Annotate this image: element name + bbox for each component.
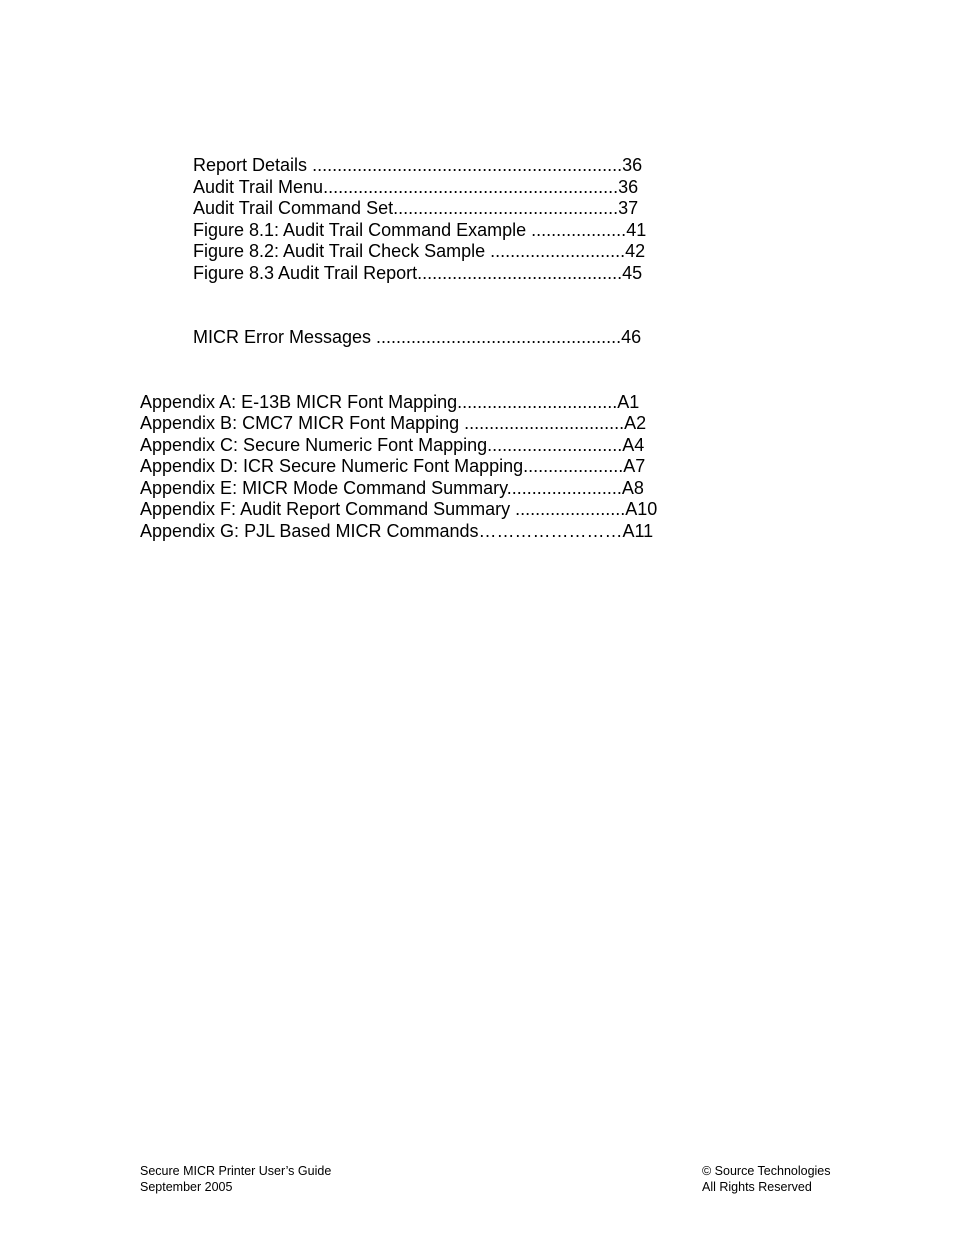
toc-entry-leader: ........................................................... [323,177,619,197]
toc-entry-title: MICR Error Messages [193,327,377,347]
footer-rights: All Rights Reserved [702,1180,812,1194]
footer-left [140,1163,331,1195]
footer-copyright: © Source Technologies [702,1164,831,1178]
toc-entry-leader: ................................ [464,413,625,433]
toc-entry-title: Figure 8.3 Audit Trail Report [193,263,418,283]
footer-date: September 2005 [140,1180,233,1194]
toc-entry-page: 42 [625,241,646,261]
toc-entry-page: 41 [626,220,647,240]
toc-entry-title: Appendix C: Secure Numeric Font Mapping [140,435,488,455]
toc-entry-title: Audit Trail Menu [193,177,324,197]
toc-entry-page: 36 [618,177,639,197]
toc-entry-page: 37 [618,198,639,218]
toc-entry-leader: .................... [523,456,624,476]
toc-entry-page: A7 [623,456,646,476]
toc-entry-appendix-c [140,435,644,456]
toc-entry-leader: …………………… [478,521,623,541]
toc-entry-page: A8 [621,478,644,498]
toc-entry-page: A11 [622,521,654,541]
toc-entry-audit-trail-command-set [193,198,638,219]
toc-entry-page: A1 [617,392,640,412]
toc-entry-title: Appendix F: Audit Report Command Summary [140,499,516,519]
toc-entry-figure-8-3 [193,263,642,284]
toc-entry-appendix-a [140,392,639,413]
footer-document-title: Secure MICR Printer User’s Guide [140,1164,332,1178]
toc-entry-title: Audit Trail Command Set [193,198,394,218]
toc-entry-page: A2 [624,413,647,433]
toc-entry-leader: ................... [531,220,627,240]
toc-entry-appendix-e [140,478,644,499]
toc-entry-appendix-b [140,413,646,434]
toc-entry-report-details [193,155,642,176]
footer-right [702,1163,831,1195]
toc-entry-title: Appendix B: CMC7 MICR Font Mapping [140,413,465,433]
toc-entry-leader: ................................................. [376,327,622,347]
toc-entry-micr-error-messages [193,327,641,348]
toc-entry-page: 46 [621,327,642,347]
toc-entry-title: Figure 8.1: Audit Trail Command Example [193,220,532,240]
toc-entry-title: Figure 8.2: Audit Trail Check Sample [193,241,491,261]
toc-entry-figure-8-1 [193,220,646,241]
toc-entry-leader: ............................................. [393,198,619,218]
toc-entry-appendix-d [140,456,645,477]
toc-entry-leader: ................................ [457,392,618,412]
toc-entry-title: Appendix G: PJL Based MICR Commands [140,521,479,541]
toc-entry-leader: ....................... [506,478,622,498]
toc-entry-title: Appendix A: E-13B MICR Font Mapping [140,392,458,412]
toc-entry-title: Appendix E: MICR Mode Command Summary [140,478,507,498]
toc-entry-title: Report Details [193,155,313,175]
toc-entry-page: A10 [625,499,658,519]
toc-entry-leader: ......................................... [417,263,623,283]
toc-entry-page: A4 [622,435,645,455]
toc-entry-appendix-g [140,521,653,542]
toc-entry-appendix-f [140,499,657,520]
toc-entry-leader: ...................... [515,499,626,519]
toc-entry-page: 36 [622,155,643,175]
toc-entry-figure-8-2 [193,241,645,262]
toc-entry-page: 45 [622,263,643,283]
toc-entry-title: Appendix D: ICR Secure Numeric Font Mapping [140,456,524,476]
toc-entry-leader: ........................... [487,435,623,455]
toc-entry-leader: ........................... [490,241,626,261]
toc-entry-leader: .............................................................. [312,155,623,175]
toc-entry-audit-trail-menu [193,177,638,198]
